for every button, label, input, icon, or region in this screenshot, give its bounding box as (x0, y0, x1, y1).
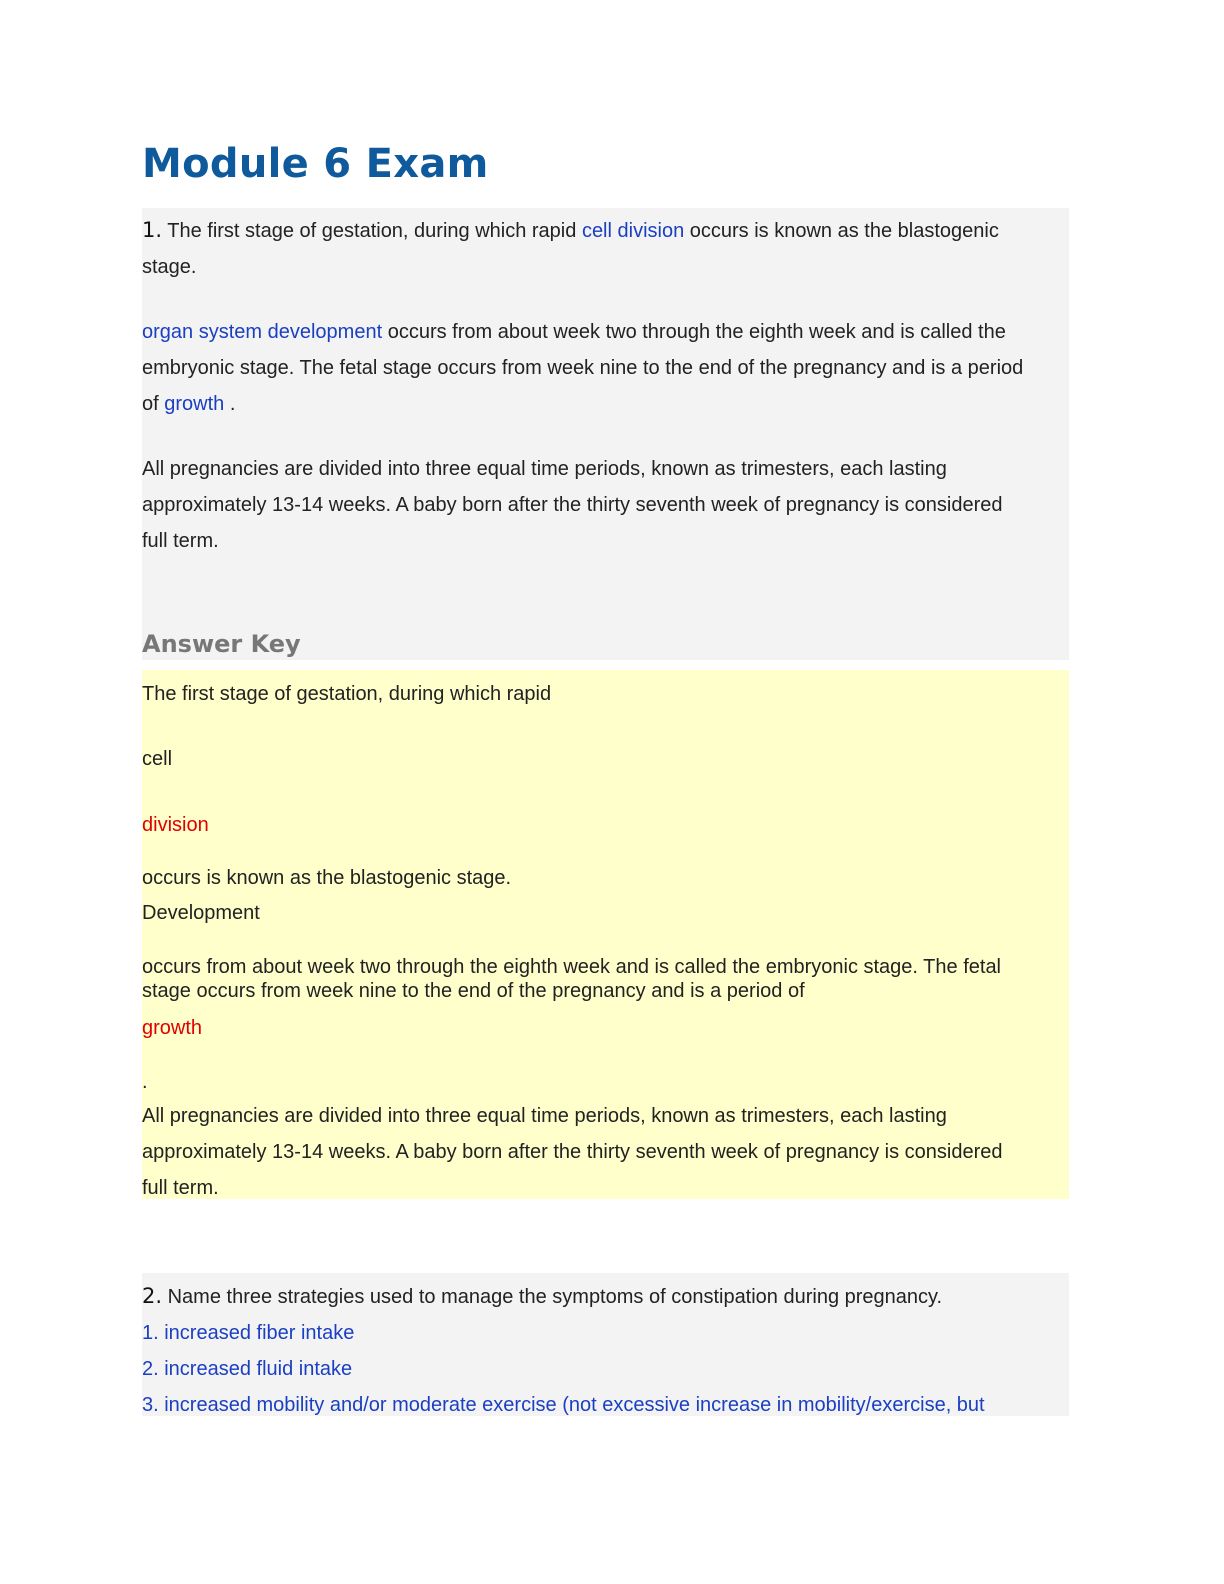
answer-key-embryonic-line-1: occurs from about week two through the eighth week and is called the embryonic stage. The fetal (142, 956, 1002, 978)
question-1-text-post: occurs is known as the blastogenic (689, 220, 999, 242)
answer-key-growth: growth (142, 1017, 203, 1039)
question-2-number: 2. (142, 1284, 163, 1308)
answer-key-division: division (142, 814, 209, 836)
answer-key-para-3-line-3: full term. (142, 1177, 219, 1199)
question-2-prompt: Name three strategies used to manage the symptoms of constipation during pregnancy. (167, 1286, 943, 1308)
question-1-para-3-line-2: approximately 13-14 weeks. A baby born after the thirty seventh week of pregnancy is considered (142, 494, 1003, 516)
answer-key-embryonic-line-2: stage occurs from week nine to the end of the pregnancy and is a period of (142, 980, 805, 1002)
question-1-line-1 (142, 212, 1067, 249)
answer-cell-division: cell division (581, 220, 685, 242)
question-2-answer-3: 3. increased mobility and/or moderate exercise (not excessive increase in mobility/exercise, but (142, 1394, 985, 1416)
question-1-para-3-line-1: All pregnancies are divided into three equal time periods, known as trimesters, each lasting (142, 458, 947, 480)
answer-organ-system-development: organ system development (142, 321, 383, 343)
answer-key-blastogenic: occurs is known as the blastogenic stage. (142, 867, 512, 889)
answer-growth: growth (164, 393, 225, 415)
answer-key-development: Development (142, 902, 260, 924)
answer-key-period: . (142, 1071, 148, 1093)
answer-key-title: Answer Key (142, 630, 301, 658)
question-1-para-2-line-2: embryonic stage. The fetal stage occurs from week nine to the end of the pregnancy and is a period (142, 357, 1024, 379)
page-title: Module 6 Exam (142, 141, 489, 187)
answer-key-cell: cell (142, 748, 173, 770)
answer-key-para-3-line-1: All pregnancies are divided into three equal time periods, known as trimesters, each lasting (142, 1105, 947, 1127)
para-2-period: . (229, 393, 236, 415)
question-2-line (142, 1278, 1067, 1315)
question-1-text-pre: The first stage of gestation, during which rapid (167, 220, 577, 242)
question-1-number: 1. (142, 218, 163, 242)
question-1-para-2-line-3 (142, 386, 1067, 422)
question-2-answer-1: 1. increased fiber intake (142, 1322, 355, 1344)
answer-key-para-3-line-2: approximately 13-14 weeks. A baby born after the thirty seventh week of pregnancy is considered (142, 1141, 1003, 1163)
answer-key-line-1: The first stage of gestation, during which rapid (142, 683, 552, 705)
question-1-line-2: stage. (142, 256, 197, 278)
question-2-answer-2: 2. increased fluid intake (142, 1358, 353, 1380)
question-1-para-3-line-3: full term. (142, 530, 219, 552)
para-2-of: of (142, 393, 159, 415)
question-1-para-2-line-1 (142, 314, 1067, 350)
para-2-text: occurs from about week two through the eighth week and is called the (387, 321, 1006, 343)
